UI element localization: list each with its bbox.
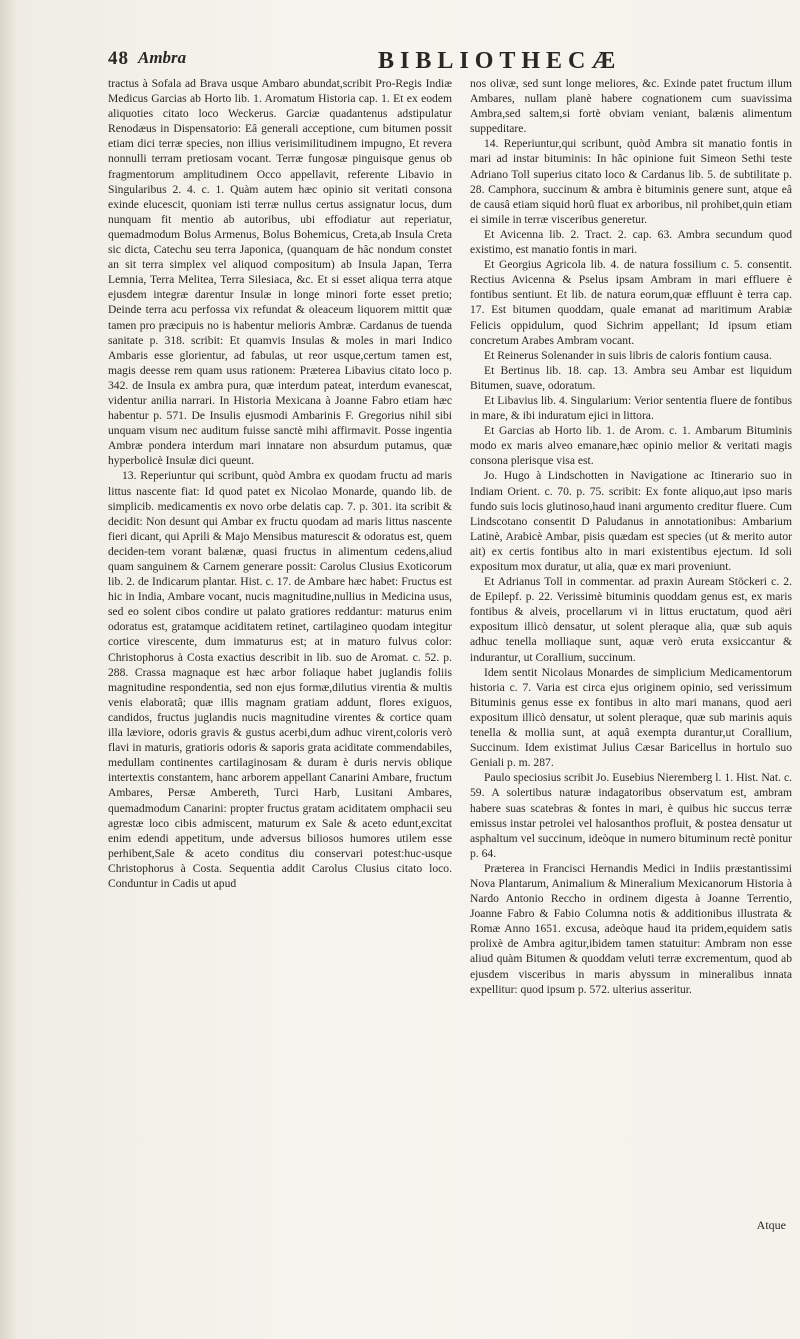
page-title: BIBLIOTHECÆ: [378, 48, 622, 74]
paragraph: 14. Reperiuntur,qui scribunt, quòd Ambra sit manatio fontis in mari ad instar bituminis: In hâc opinione fuit Simeon Sethi teste Adriano Toll superius citato loco & Cardanus lib. 5. de subtilitate p. 28. Camphora, succinum & ambra è bituminis genere sunt, atque eâ de causâ etiam siquid horû fluat ex arboribus, nil prohibet,quin etiam ei simile in terræ visceribus generetur.: [470, 137, 792, 226]
paragraph: nos olivæ, sed sunt longe meliores, &c. Exinde patet fructum illum Ambares, nullam planè habere cognationem cum suavissima Ambra,sed saltem,si fortè obviam veniant, balænis alimentum suppeditare.: [470, 77, 792, 136]
paragraph: Jo. Hugo à Lindschotten in Navigatione ac Itinerario suo in Indiam Orient. c. 70. p. 75. scribit: Ex fonte aliquo,aut ipso maris fundo suis locis glutinoso,haud inani argumento creditur fluere. Cum Lindscotano consentit D Paludanus in annotationibus: Ambarium Latinè, Arabicè Ambar, pisis quædam est species (ut & merito autor ait) ex certis fontibus alto in mari existentibus ejectum. Id soli expositum mox duratur, ut alia, quæ ex mari proveniunt.: [470, 469, 792, 573]
page-gutter-shadow: [0, 0, 18, 1339]
paragraph: Et Libavius lib. 4. Singularium: Verior sententia fluere de fontibus in mare, & ibi induratum ejici in littora.: [470, 393, 792, 423]
catchword: Atque: [756, 1218, 786, 1232]
paragraph: Et Bertinus lib. 18. cap. 13. Ambra seu Ambar est liquidum Bitumen, suave, odoratum.: [470, 363, 792, 392]
paragraph: tractus à Sofala ad Brava usque Ambaro abundat,scribit Pro-Regis Indiæ Medicus Garcias ab Horto lib. 1. Aromatum Historia cap. 1. Et ex eodem aliquoties citato loco Weckerus. Garciæ quadantenus adstipulatur Renodæus in Dispensatorio: Eâ generali acceptione, cum bitumen possit etiam dici terræ species, non illius verisimilitudinem impugno, Et revera nonnulli terram pretiosam vocant. Terræ fungosæ pinguisque genus ob fragmentorum amplitudinem Occo appellavit, referente Libavio in Singularibus 2. 4. c. 1. Quàm autem hæc opinio sit veritati consona exinde elucescit, quoniam isti terræ nullus certus assignatur locus, dum nunquam fit mentio ab autoribus, ubi effodiatur aut reperiatur, quemadmodum Bolus Armenus, Bolus Bohemicus, Creta,ab Insula Creta sic dicta, Catechu seu terra Japonica, (quanquam de hâc nondum constet an sit terra simplex vel aliquod compositum) ab Insula Japan, Terra Lemnia, Terra Melitea, Terra Silesiaca, &c. Et si esset aliqua terra atque ejusdem integræ darentur Insulæ in longe minori forte esset pretio; Deinde terra acu perfossa vix refundat & oleaceum liquorem mittit quæ tamen pro præcipuis no is habentur melioris Ambræ. Cardanus de tuenda sanitate p. 318. scribit: Et quamvis Insulas & moles in mari Indico Ambaris esse glorientur, ad fabulas, ut reor usque,certum tamen est, magis deesse rem quam usus rationem: Præterea Libavius citato loco p. 342. de Insula ex ambra pura, quæ interdum pateat, interdum evanescat, videntur anilia narrari. In Historia Mexicana à Joanne Fabro etiam hæc habentur p. 571. De Insulis ejusmodi Ambarinis F. Gregorius nihil sibi unquam visum nec auditum fuisse sanctè mihi affirmavit. Posse ingentia Ambræ pondera interdum mari innatare non absurdum putamus, quæ hyperbolicè Insulæ dici queunt.: [108, 77, 452, 468]
page-header: [108, 48, 758, 74]
paragraph: Et Georgius Agricola lib. 4. de natura fossilium c. 5. consentit. Rectius Avicenna & Pselus ipsam Ambram in mari effluere è fontibus sentiunt. Et lib. de natura eorum,quæ effluunt è terra cap. 17. Est bitumen quoddam, quale emanat ad maritimum Arabiæ Felicis oppidulum, quod Sichrim appellant; Id ipsum etiam concretum Arabes Ambram vocant.: [470, 258, 792, 347]
paragraph: Et Adrianus Toll in commentar. ad praxin Auream Stöckeri c. 2. de Epilepf. p. 22. Verissimè bituminis quoddam genus est, ex maris fontibus & alveis, procellarum vi in littus eructatum, quod aëri expositum illicò densatur, ut solent pleraque alia, quæ sub aquis adhuc tenella molliaque sunt, aquæ verò eruta exsiccantur & indurantur, ut Corallium, succinum.: [470, 575, 792, 664]
paragraph: 13. Reperiuntur qui scribunt, quòd Ambra ex quodam fructu ad maris littus nascente fiat: Id quod patet ex Nicolao Monarde, quando lib. de simplicib. medicamentis ex novo orbe delatis cap. 7. p. 301. ita scribit & decidit: Non desunt qui Ambar ex fructu quodam ad maris littus nascente fieri dicant, qui Aprili & Majo Mensibus maturescit & odoratus est, quem deciden-tem vorant balænæ, quasi fructus in alimentum cedens,aliud quam sanguinem & Carnem generare possit: Carolus Clusius Exoticorum lib. 2. de Indicarum plantar. Hist. c. 17. de Ambare hæc habet: Fructus est hic in India, Ambare vocant, nucis magnitudine,nullius in Medicina usus, sed eo solent cibos condire ut palato gratiores reddantur: maturus enim odoratus est, gratamque aciditatem retinet, cartilagineo quodam integitur cortice virescente, dum immaturus est; at in maturo fulvus color: Christophorus à Costa exactius describit in lib. suo de Aromat. c. 52. p. 288. Crassa magnaque est hæc arbor foliaque habet juglandis foliis magnitudine respondentia, sed non ejus formæ,dilutius virentia & multis venis elaboratâ; quæ illis magnam gratiam addunt, flores exiguos, candidos, fructus juglandis nucis magnitudine virentes & cortice quam illa læviore, odoris gravis & gustus acerbi,dum adhuc virent,coloris verò flavi in maturis, gratioris odoris & saporis grata aciditate commendabiles, medullam continentes cartilaginosam & duram è duris nervis oblique intertextis constantem, hanc arborem appellant Canarini Ambare, fructum Ambares, Persæ Ambereth, Turci Harb, Lusitani Ambares, quemadmodum Canarini: propter fructus gratam aciditatem omphacii seu agrestæ loco cibis admiscent, maturum ex Sale & aceto edunt,excitat enim edendi appetitum, unde adversus biliosos humores utilem esse perhibent,Sale & aceto conditus diu conservari potest:huc-usque Christophorus à Costa. Sequentia addit Carolus Clusius citato loco. Conduntur in Cadis ut apud: [108, 469, 452, 890]
running-head: Ambra: [138, 48, 187, 67]
paragraph: Et Garcias ab Horto lib. 1. de Arom. c. 1. Ambarum Bituminis modo ex maris alveo emanare,hæc opinio melior & veritati magis consona plerisque visa est.: [470, 424, 792, 468]
left-column: [108, 76, 452, 1226]
paragraph: Et Reinerus Solenander in suis libris de caloris fontium causa.: [484, 348, 772, 362]
paragraph: Præterea in Francisci Hernandis Medici in Indiis præstantissimi Nova Plantarum, Animalium & Mineralium Mexicanorum Historia à Nardo Antonio Reccho in ordinem digesta à Joanne Terrentio, Joanne Fabro & Fabio Columna notis & additionibus illustrata & Romæ Anno 1651. excusa, adeòque haud ita pridem,equidem satis prolixè de Ambra agitur,ibidem tamen statuitur: Ambram non esse aliud quàm Bitumen & quoddam veluti terræ excrementum, quod ab ejusdem visceribus in maris abyssum in mineralibus innata expellitur: quod ipsum p. 572. ulterius asseritur.: [470, 861, 792, 996]
paragraph: Et Avicenna lib. 2. Tract. 2. cap. 63. Ambra secundum quod existimo, est manatio fontis in mari.: [470, 227, 792, 257]
paragraph: Paulo speciosius scribit Jo. Eusebius Nieremberg l. 1. Hist. Nat. c. 59. A solertibus naturæ indagatoribus observatum est, ambram habere suas scatebras & fontes in mari, è quibus hic succus terræ emissus instar petrolei vel halosanthos profluit, & postea densatur ut asphaltum vel succinum, ideòque in numero bituminum rectè ponitur p. 64.: [470, 771, 792, 860]
right-column: [470, 76, 792, 1226]
paragraph: Idem sentit Nicolaus Monardes de simplicium Medicamentorum historia c. 7. Varia est circa ejus originem opinio, sed verissimum Bituminis genus esse ex fontibus in alto mari manans, quod aeri expositum illicò densatur, ut solent pleraque, quæ sub marinis aquis tenella & mollia sunt, at aquâ exempta durantur,ut Corallium, Succinum. Idem existimat Julius Cæsar Baricellus in hortulo suo Geniali p. m. 287.: [470, 665, 792, 770]
page-number: 48: [108, 48, 129, 69]
